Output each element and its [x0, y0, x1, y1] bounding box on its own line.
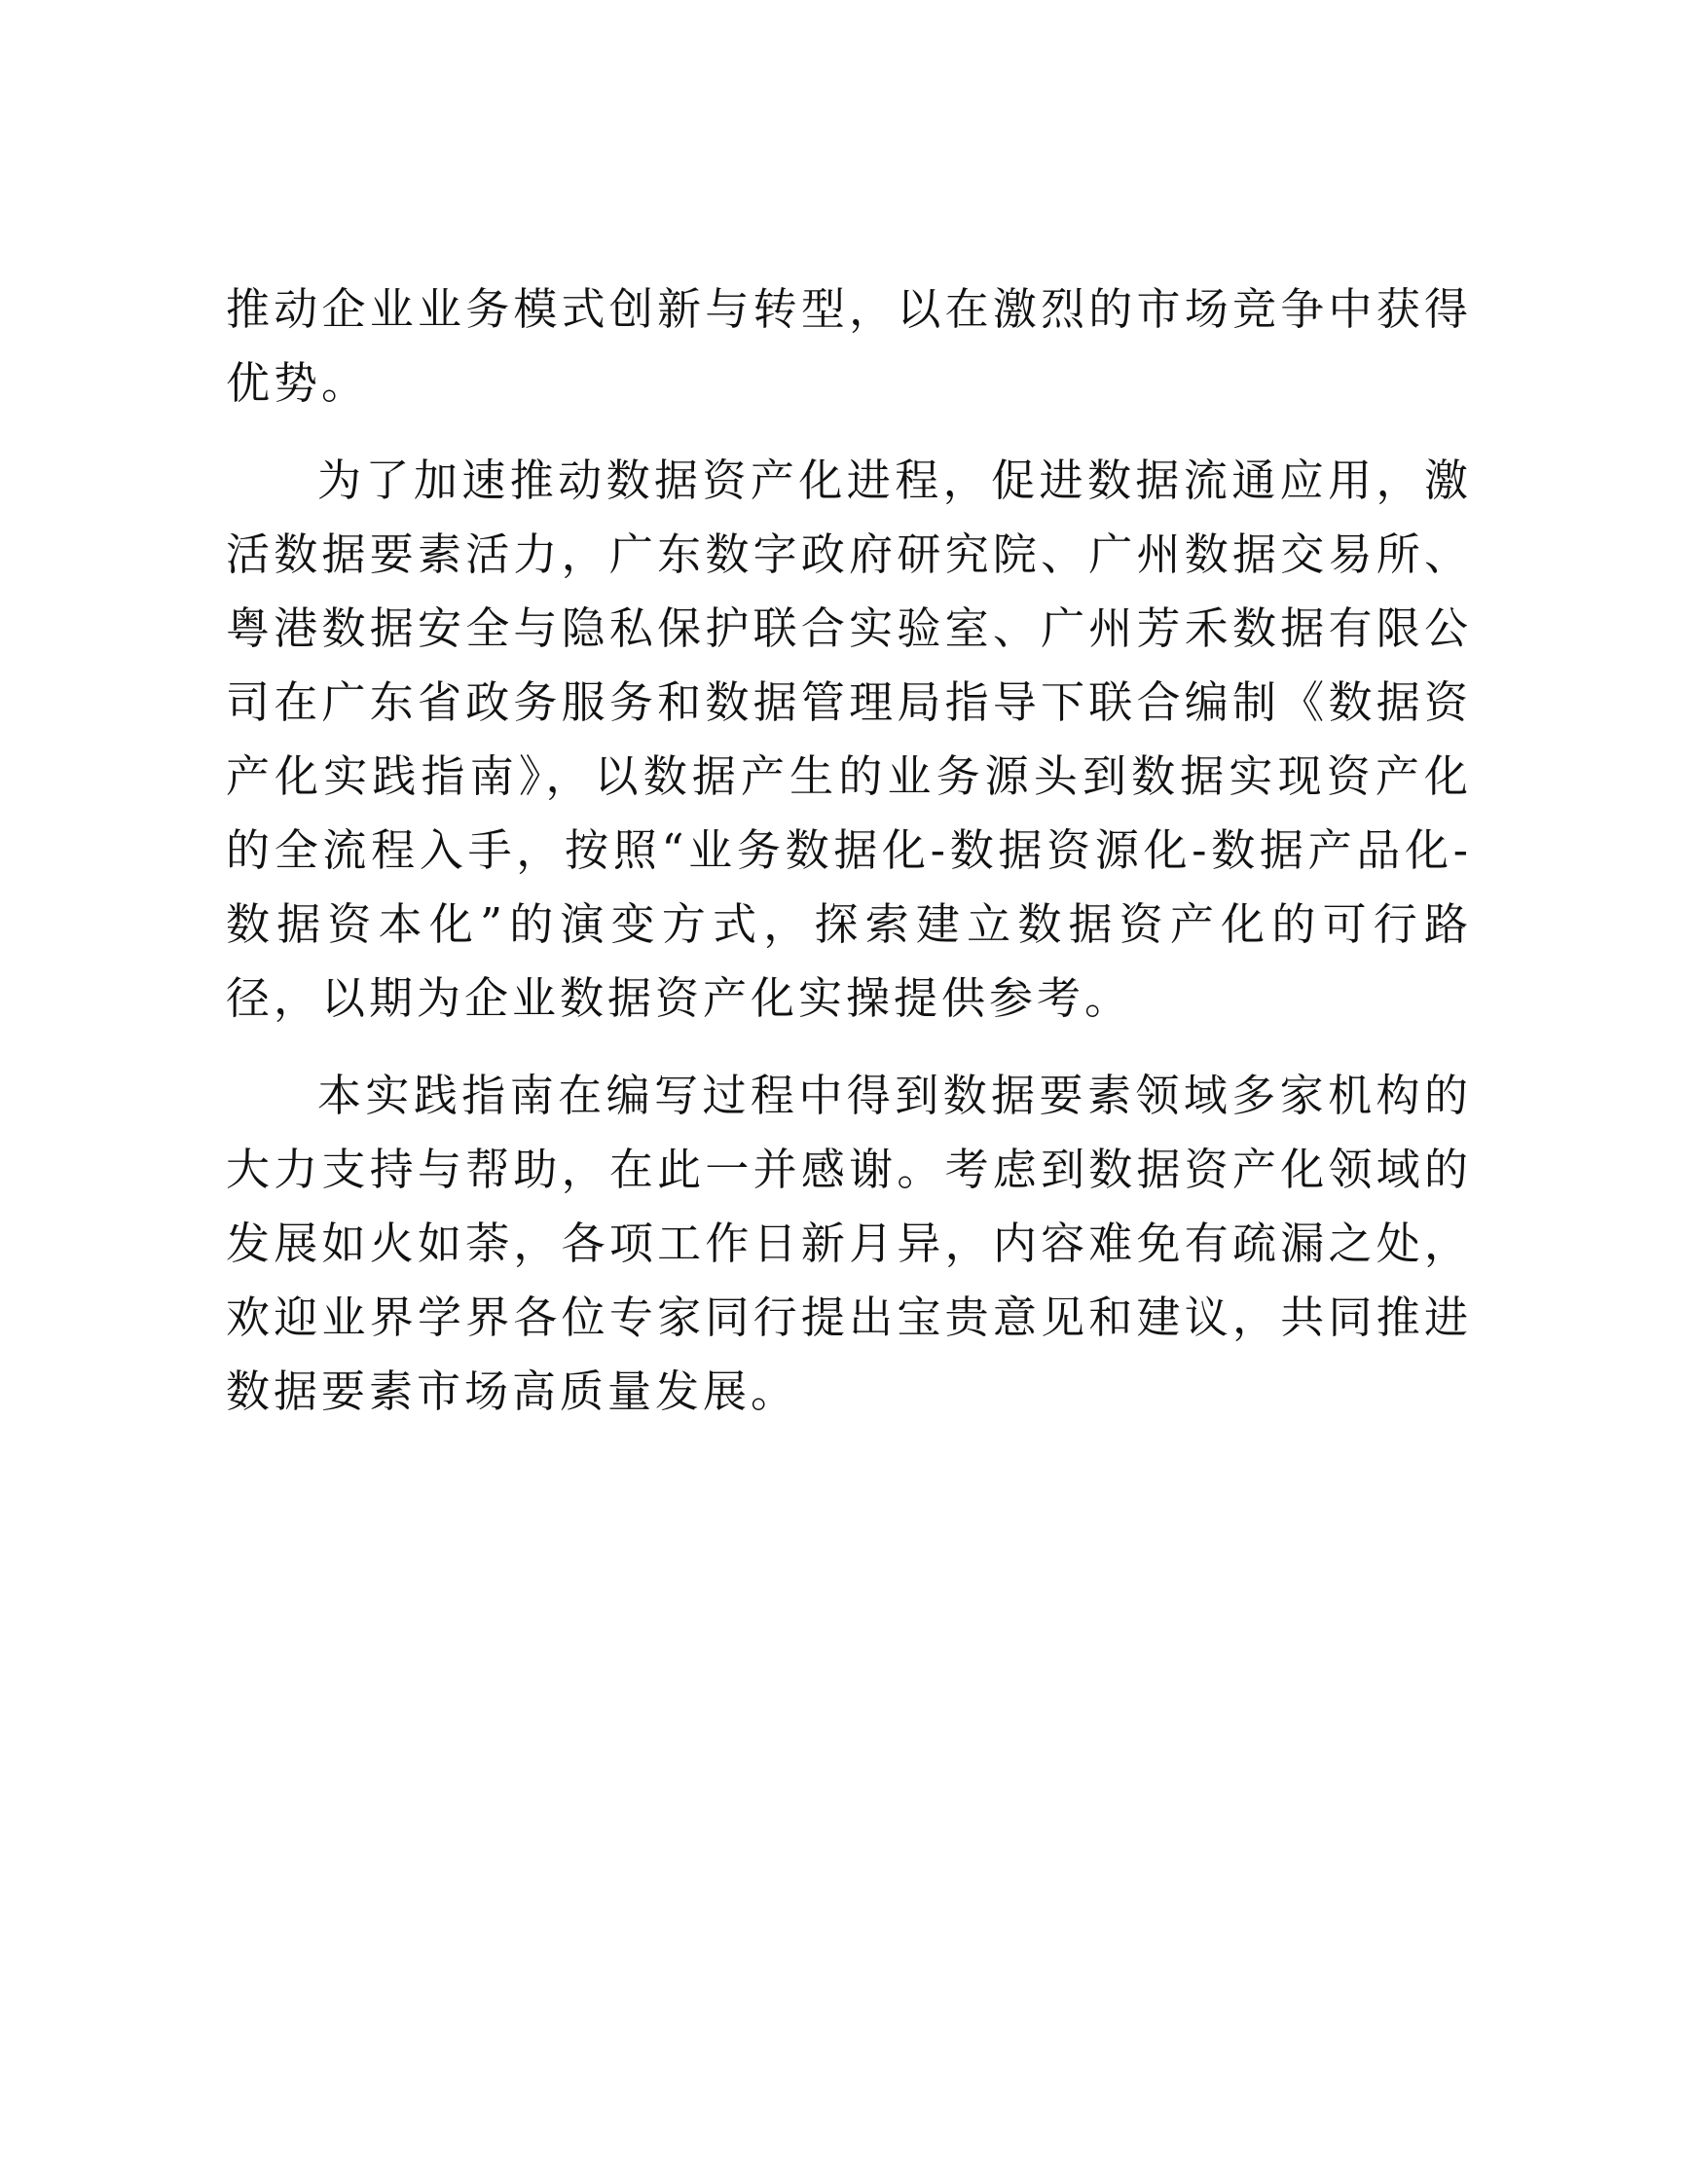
paragraph-purpose: 为了加速推动数据资产化进程，促进数据流通应用，激活数据要素活力，广东数字政府研究院、广州数据交易所、粤港数据安全与隐私保护联合实验室、广州芳禾数据有限公司在广东省政务服务和数据管理局指导下联合编制《数据资产化实践指南》，以数据产生的业务源头到数据实现资产化的全流程入手，按照“业务数据化-数据资源化-数据产品化-数据资本化”的演变方式，探索建立数据资产化的可行路径，以期为企业数据资产化实操提供参考。	[226, 455, 1472, 1024]
paragraph-continuation: 推动企业业务模式创新与转型，以在激烈的市场竞争中获得优势。	[226, 283, 1472, 409]
document-page	[226, 273, 1472, 1429]
paragraph-acknowledgement: 本实践指南在编写过程中得到数据要素领域多家机构的大力支持与帮助，在此一并感谢。考虑到数据资产化领域的发展如火如荼，各项工作日新月异，内容难免有疏漏之处，欢迎业界学界各位专家同行提出宝贵意见和建议，共同推进数据要素市场高质量发展。	[226, 1070, 1472, 1417]
